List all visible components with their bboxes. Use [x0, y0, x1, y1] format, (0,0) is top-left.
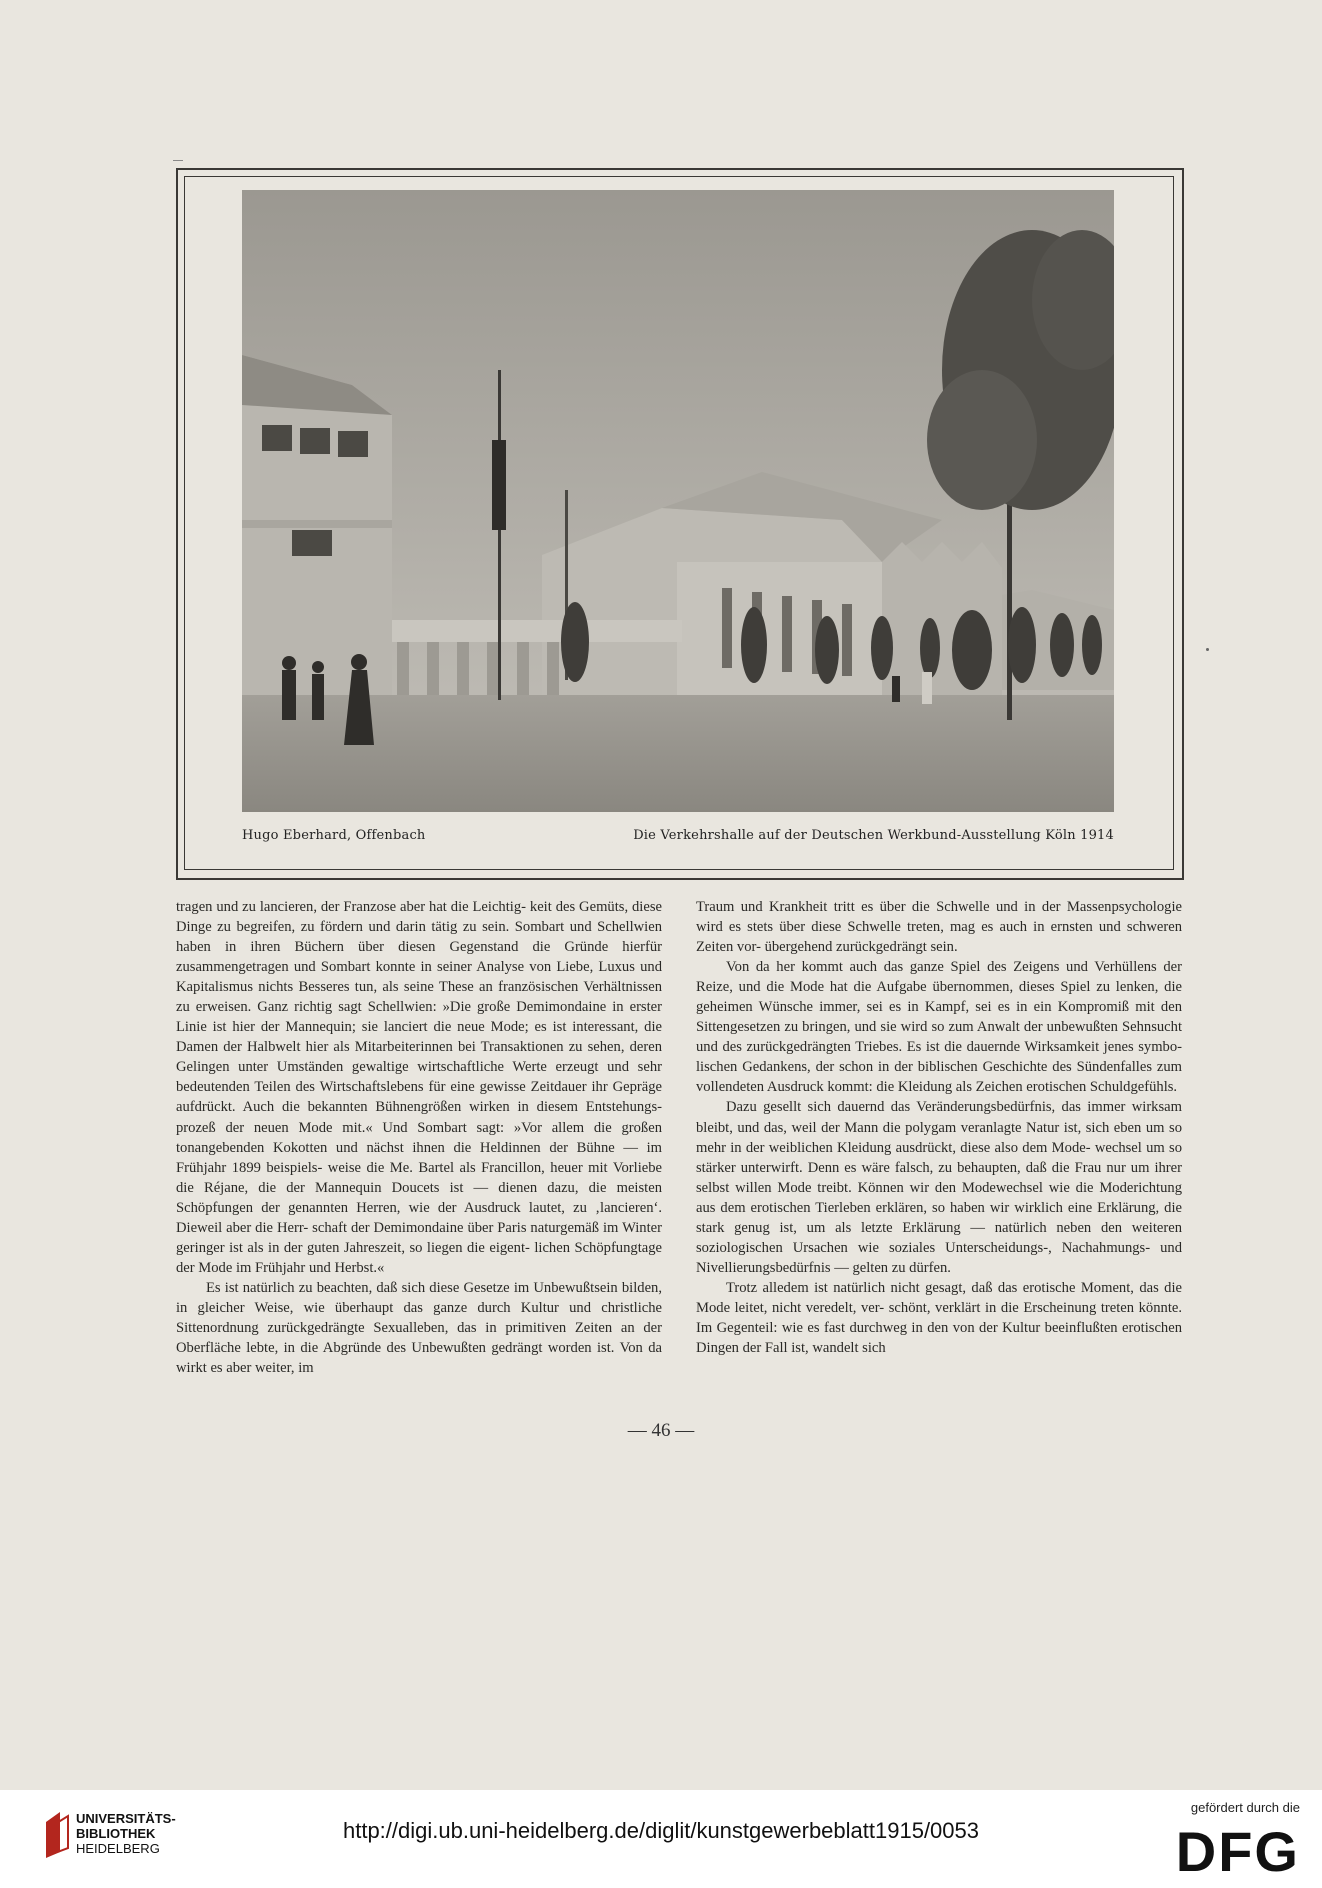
paper-speck — [1206, 648, 1209, 651]
exhibition-hall-photo — [242, 190, 1114, 812]
library-line-2: BIBLIOTHEK — [76, 1826, 156, 1841]
scan-mark — [173, 160, 183, 161]
paragraph: Trotz alledem ist natürlich nicht gesagt, daß das erotische Moment, das die Mode leitet, nicht veredelt, ver- schönt, verklärt in die Erscheinung treten könnte. Im Gegenteil: wie es fast durchweg in den von der Kultur beeinflußten erotischen Dingen der Fall ist, wandelt sich — [696, 1279, 1182, 1357]
paragraph: Dazu gesellt sich dauernd das Veränderungsbedürfnis, das immer wirksam bleibt, und das, weil der Mann die polygam veranlagte Natur ist, sich eben um so mehr in der weiblichen Kleidung ausdrückt, diese also dem Mode- wechsel um so stärker unterwirft. Denn es wäre falsch, zu behaupten, daß die Frau nur um ihrer selbst willen Mode treibt. Können wir den Modewechsel wie die Moderichtung aus dem erotischen Tierleben erklären, so haben wir wirklich eine Erklärung, die stark genug ist, um als letzte Erklärung — natürlich neben den weiteren soziologischen Ursachen wie soziales Unterscheidungs-, Nachahmungs- und Nivellierungsbedürfnis — gelten zu dürfen. — [696, 1099, 1182, 1276]
paragraph: Von da her kommt auch das ganze Spiel des Zeigens und Verhüllens der Reize, und die Mode hat die Aufgabe übernommen, dieses Spiel zu lenken, die geheimen Wünsche immer, sei es in Kampf, sei es in ein Kompromiß mit den Sittengesetzen zu bringen, und sie wird so zum Anwalt der unbewußten Sehnsucht und des zurückgedrängten Triebes. Es ist die dauernde Wirksamkeit jenes symbo- lischen Gedankens, der schon in der biblischen Geschichte des Sündenfalles zum vollendeten Ausdruck kommt: die Kleidung als Zeichen erotischen Schuldgefühls. — [696, 959, 1182, 1096]
library-line-1: UNIVERSITÄTS- — [76, 1811, 176, 1826]
paragraph: Traum und Krankheit tritt es über die Schwelle und in der Massenpsychologie wird es stets über diese Schwelle treten, mag es auch in ernsten und schweren Zeiten vor- übergehend zurückgedrängt sein. — [696, 899, 1182, 956]
paragraph: tragen und zu lancieren, der Franzose aber hat die Leichtig- keit des Gemüts, diese Dinge zu begreifen, zu fördern und darin tätig zu sein. Sombart und Schellwien haben in ihren Büchern über diesen Gegenstand die Gründe hierfür zusammengetragen und Sombart konnte in seiner Analyse von Liebe, Luxus und Kapitalismus nichts Besseres tun, als seine These an französischen Verhältnissen zu erweisen. Ganz richtig sagt Schellwien: »Die große Demimondaine in erster Linie ist hier der Mannequin; sie lanciert die neue Mode; es ist interessant, die Damen der Halbwelt hier als Mitarbeiterinnen bei Transaktionen zu sehen, deren Gelingen unter Umständen gewaltige wirtschaftliche Werte erzeugt und sehr bedeutenden Teilen des Wirtschaftslebens für eine gewisse Zeitdauer ihr Gepräge aufdrückt. Auch die bekannten Bühnengrößen wirken in diesem Entstehungs- prozeß der neuen Mode mit.« Und Sombart sagt: »Vor allem die großen tonangebenden Kokotten und nächst ihnen die Heldinnen der Bühne — im Frühjahr 1899 beispiels- weise die Me. Bartel als Francillon, heuer mit Vorliebe die Réjane, die der Mannequin Doucets ist — dienen dazu, die meisten Schöpfungen der genannten Herren, wie der Ausdruck lautet, zu ‚lancieren‘. Dieweil aber die Herr- schaft der Demimondaine über Paris naturgemäß im Winter geringer ist als in der guten Jahreszeit, so liegen die eigent- lichen Schöpfungtage der Mode im Frühjahr und Herbst.« — [176, 899, 662, 1276]
sponsor-label: gefördert durch die — [1190, 1800, 1300, 1815]
page-number: — 46 — — [627, 1420, 695, 1441]
photo-credit: Hugo Eberhard, Offenbach — [242, 828, 426, 843]
left-text-column — [176, 897, 662, 1378]
photo-caption: Die Verkehrshalle auf der Deutschen Werkbund-Ausstellung Köln 1914 — [633, 828, 1114, 843]
library-line-3: HEIDELBERG — [76, 1841, 160, 1856]
source-url-link[interactable]: http://digi.ub.uni-heidelberg.de/diglit/kunstgewerbeblatt1915/0053 — [342, 1818, 979, 1843]
paragraph: Es ist natürlich zu beachten, daß sich diese Gesetze im Unbewußtsein bilden, in gleicher Weise, wie überhaupt das ganze durch Kultur und christliche Sittenordnung zurückgedrängte Sexualleben, das in primitiven Zeiten an der Oberfläche lebte, in die Abgründe des Unbewußten gedrängt worden ist. Von da wirkt es aber weiter, im — [176, 1279, 662, 1377]
dfg-logo: DFG — [1175, 1820, 1300, 1883]
right-text-column — [696, 897, 1182, 1358]
